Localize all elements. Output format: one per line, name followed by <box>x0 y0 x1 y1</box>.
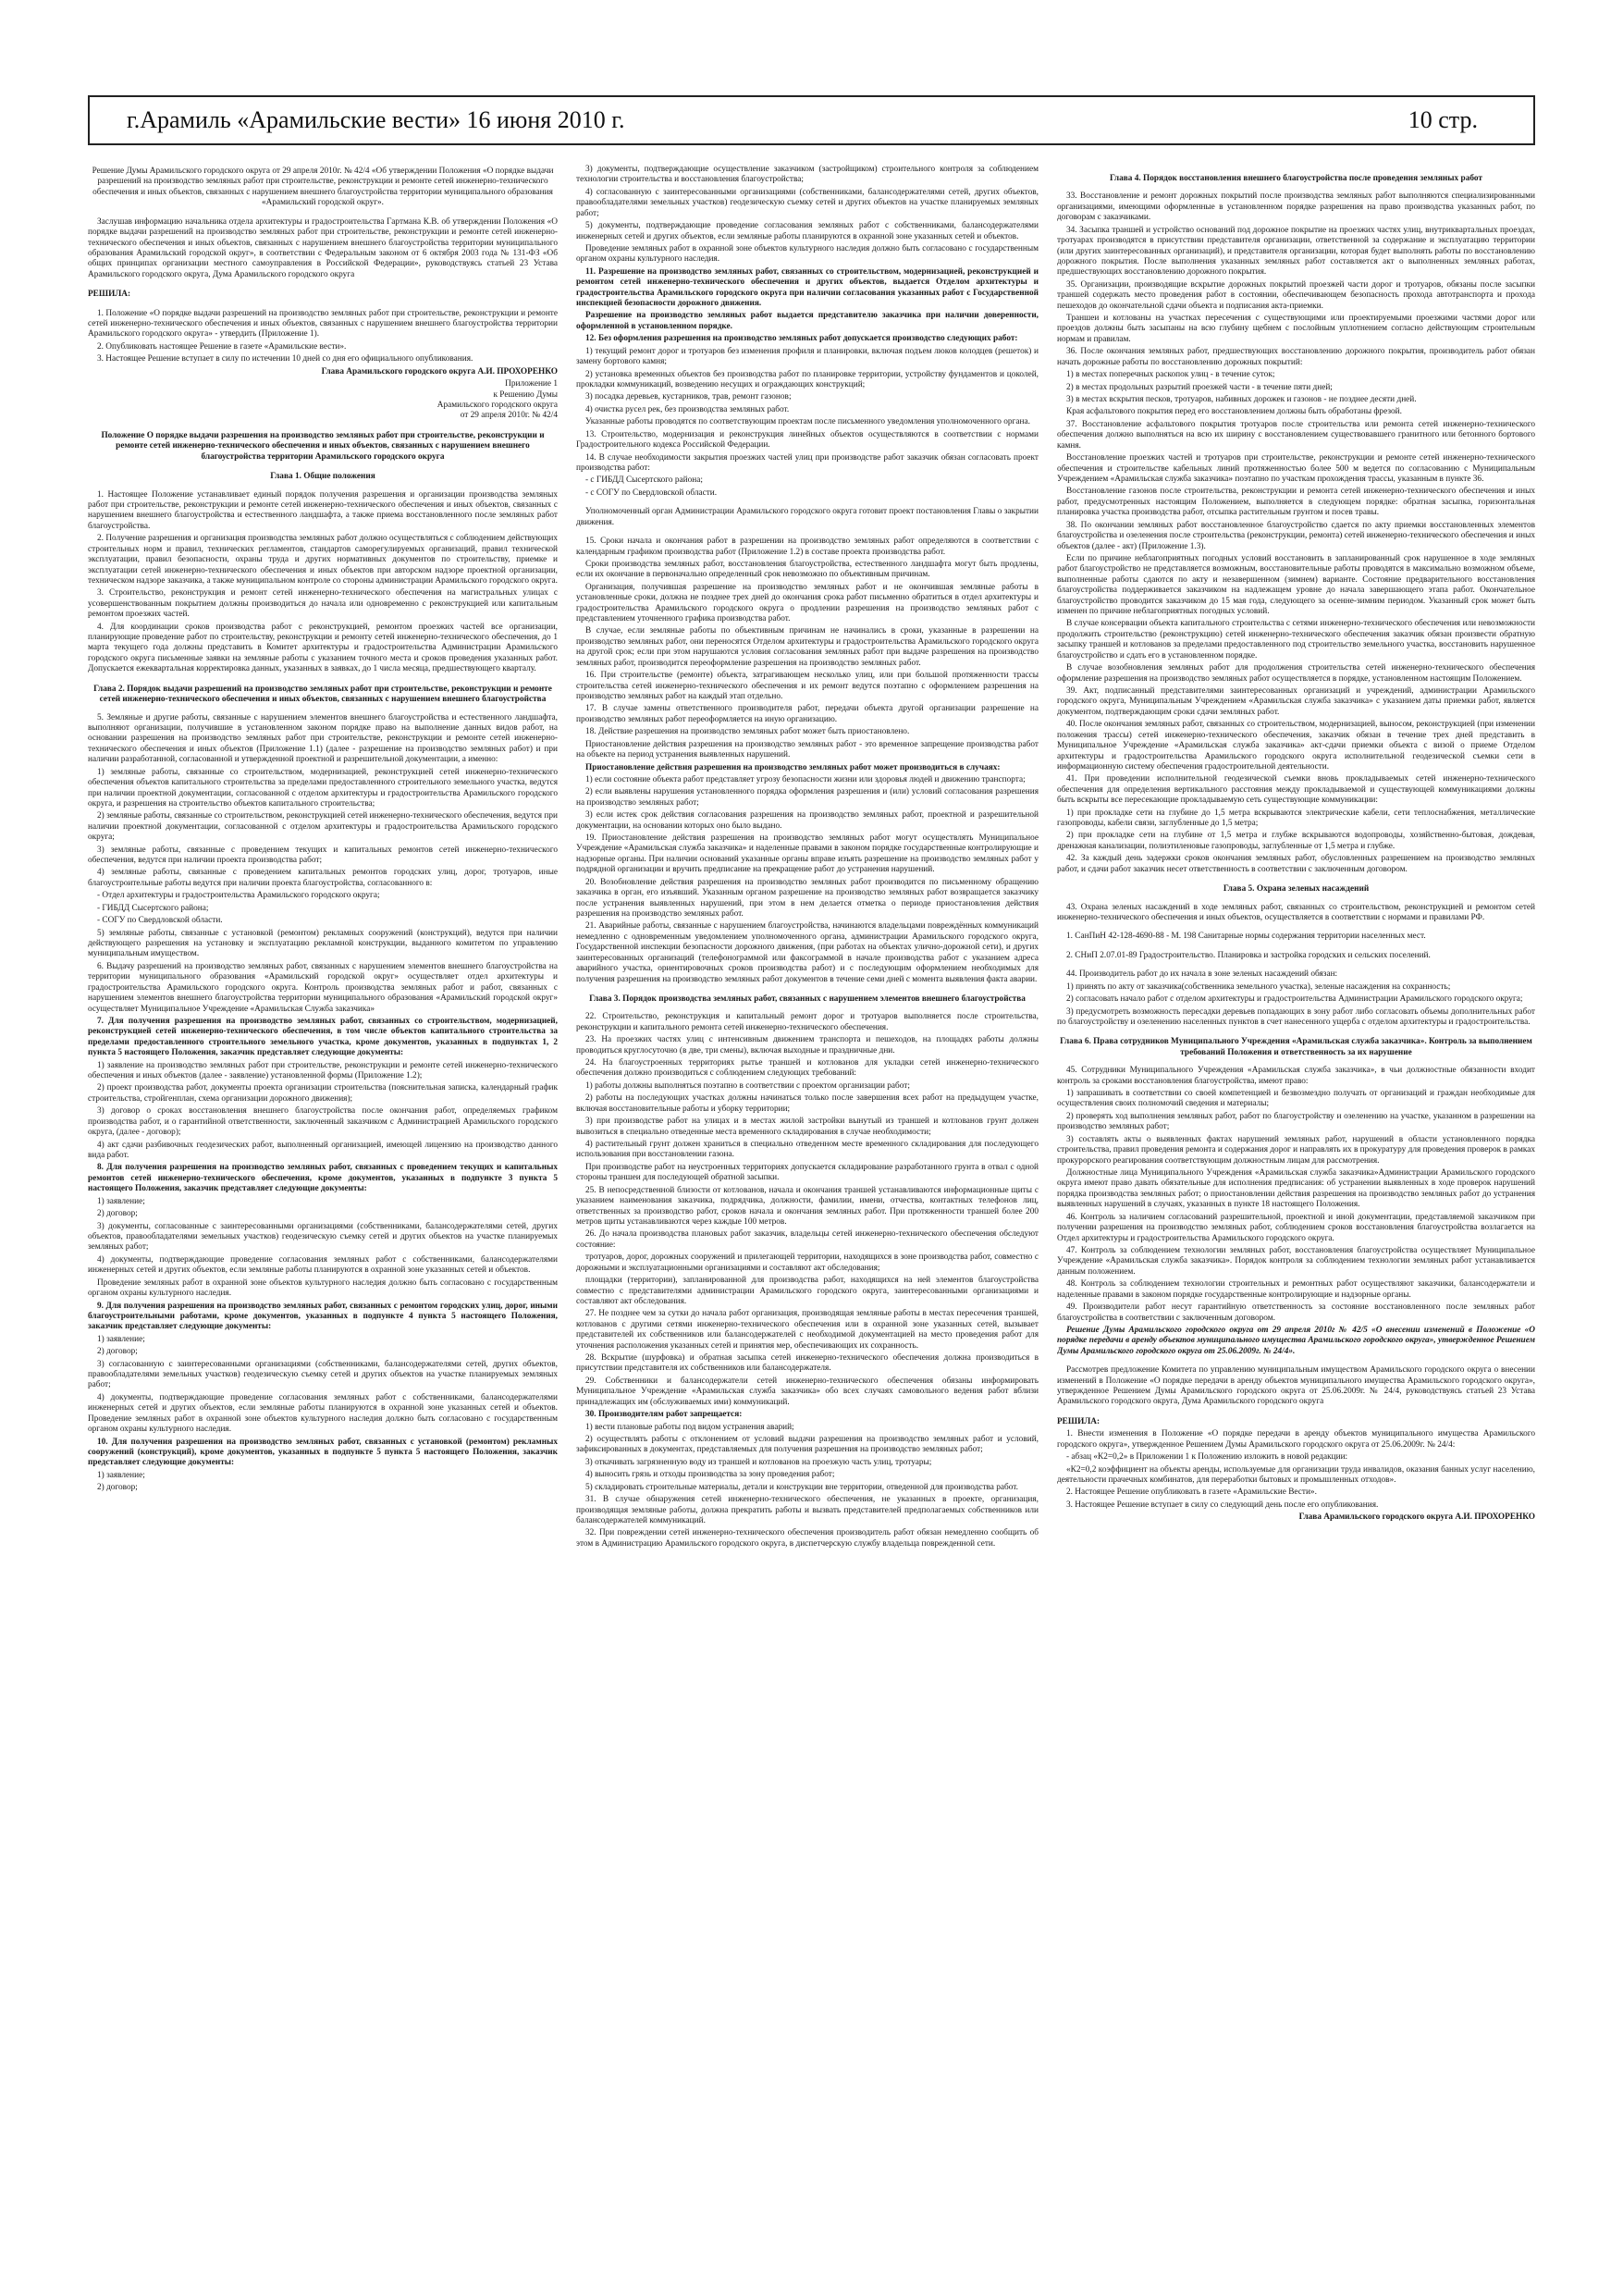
paragraph: 32. При повреждении сетей инженерно-технического обеспечения производитель работ обязан немедленно сообщить об этом в Администрацию Арамильского городского округа, в диспетчерскую службу владельца поврежденной сети. <box>576 1528 1039 1549</box>
paragraph: 14. В случае необходимости закрытия проезжих частей улиц при производстве работ заказчик обязан согласовать проект производства работ: <box>576 452 1039 473</box>
paragraph: 2. Опубликовать настоящее Решение в газете «Арамильские вести». <box>97 341 347 352</box>
paragraph: Проведение земляных работ в охранной зоне объектов культурного наследия должно быть согласовано с государственным органом охраны культурного наследия. <box>88 1278 558 1299</box>
paragraph: 40. После окончания земляных работ, связанных со строительством, модернизацией, выносом, реконструкцией (при изменении положения трассы) сетей инженерно-технического обеспечения, заказчик обязан в течение трех дней представить в Муниципальное Учреждение «Арамильская служба заказчика» акт-сдачи приемки объекта с визой о приеме Отделом архитектуры и градостроительства Арамильского городского округа исполнительной геодезической съемки сети в информационную систему обеспечения градостроительной деятельности. <box>1057 720 1535 772</box>
paragraph: При производстве работ на неустроенных территориях допускается складирование разработанного грунта в отвал с одной стороны траншеи для последующей обратной засыпки. <box>576 1162 1039 1183</box>
paragraph: Края асфальтового покрытия перед его восстановлением должны быть обработаны фрезой. <box>1066 407 1402 417</box>
text-column-3 <box>1057 165 1535 2269</box>
section-heading: Глава 1. Общие положения <box>270 472 375 482</box>
paragraph: - ГИБДД Сысертского района; <box>97 903 209 913</box>
paragraph: 25. В непосредственной близости от котлованов, начала и окончания траншей устанавливаются информационные щиты с указанием наименования заказчика, подрядчика, должности, фамилии, имени, отчества, контактных телефонов лиц, ответственных за производство работ, сроков начала и окончания земляных работ. При протяженности траншей более 200 метров щиты устанавливаются через каждые 100 метров. <box>576 1185 1039 1227</box>
paragraph: 34. Засыпка траншей и устройство оснований под дорожное покрытие на проезжих частях улиц, внутриквартальных проездах, тротуарах производятся в присутствии представителя организации, ответственной за содержание и эксплуатацию территории (или других заинтересованных организаций), и представителя организации, которая будет выполнять работы по восстановлению дорожного покрытия. После выполнения указанных земляных работ составляется акт о выполненных земляных работах, предшествующих восстановлению дорожного покрытия. <box>1057 225 1535 278</box>
paragraph: 2) установка временных объектов без производства работ по планировке территории, устройству фундаментов и цоколей, прокладки коммуникаций, возведению несущих и ограждающих конструкций; <box>576 369 1039 390</box>
paragraph: 3) документы, согласованные с заинтересованными организациями (собственниками, балансодержателями сетей, других объектов, правообладателями земельных участков) геодезическую съемку сетей и других объектов на участке планируемых земляных работ; <box>88 1221 558 1253</box>
paragraph: 5) документы, подтверждающие проведение согласования земляных работ с собственниками, балансодержателями инженерных сетей и других объектов, если земляные работы планируются в охранной зоне указанных сетей и объектов. <box>576 221 1039 241</box>
paragraph: 20. Возобновление действия разрешения на производство земляных работ производится по письменному обращению заказчика в орган, его изъявший. Указанным органом разрешение на производство земляных работ возвращается заказчику после устранения выявленных нарушений, при этом в нем делается отметка о периоде приостановления действия разрешения на производство земляных работ. <box>576 877 1039 919</box>
paragraph: 44. Производитель работ до их начала в зоне зеленых насаждений обязан: <box>1066 969 1338 980</box>
paragraph: 13. Строительство, модернизация и реконструкция линейных объектов осуществляются в соответствии с нормами Градостроительного кодекса Российской Федерации. <box>576 429 1039 451</box>
paragraph: Если по причине неблагоприятных погодных условий восстановить в запланированный срок нарушенное в ходе земляных работ благоустройство не представляется возможным, восстановительные работы проводятся в максимально возможном объеме, выполненные работы сдаются по акту и незавершенном (зимнем) варианте. Состояние предварительного восстановления благоустройства поддерживается заказчиком на надлежащем уровне до начала завершающего этапа работ. Окончательное благоустройство проводится заказчиком до 15 мая года, следующего за осенне-зимним периодом. Указанный срок может быть изменен по причине неблагоприятных погодных условий. <box>1057 553 1535 617</box>
paragraph: 3) откачивать загрязненную воду из траншей и котлованов на проезжую часть улиц, тротуары; <box>585 1457 932 1467</box>
paragraph: Рассмотрев предложение Комитета по управлению муниципальным имуществом Арамильского городского округа о внесении изменений в Положение «О порядке передачи в аренду объектов муниципального имущества Арамильского городского округа», утвержденное Решением Думы Арамильского городского округа от 25.06.2009г. № 24/4, руководствуясь статьей 23 Устава Арамильского городского округа, Дума Арамильского городского округа <box>1057 1365 1535 1407</box>
paragraph: 3) договор о сроках восстановления внешнего благоустройства после окончания работ, определяемых графиком производства работ, и о гарантийной ответственности, заключенный заказчиком с Администрацией Арамильского городского округа, (далее - договор); <box>88 1106 558 1138</box>
paragraph: 1. СанПиН 42-128-4690-88 - М. 198 Санитарные нормы содержания территории населенных мест. <box>1066 932 1426 942</box>
bold-paragraph: 11. Разрешение на производство земляных работ, связанных со строительством, модернизацией, реконструкцией и ремонтом сетей инженерно-технического обеспечения и других объектов, выдается Отделом архитектуры и градостроительства Арамильского городского округа при наличии согласования указанных работ с Государственной инспекцией безопасности дорожного движения. <box>576 266 1039 309</box>
paragraph: В случае консервации объекта капитального строительства с сетями инженерно-технического обеспечения или невозможности продолжить строительство (реконструкцию) сетей инженерно-технического обеспечения заказчик обязан произвести обратную засыпку траншей и котлованов за пределами предоставленного под строительство земельного участка, восстановить нарушенное благоустройство и сдать его в установленном порядке. <box>1057 619 1535 660</box>
paragraph: 47. Контроль за соблюдением технологии земляных работ, восстановления благоустройства осуществляет Муниципальное Учреждение «Арамильская служба заказчика». Порядок контроля за соблюдением технологии земляных работ устанавливается данным положением. <box>1057 1245 1535 1277</box>
paragraph: 1) запрашивать в соответствии со своей компетенцией и безвозмездно получать от организаций и граждан необходимые для осуществления своих полномочий сведения и материалы; <box>1057 1089 1535 1109</box>
paragraph: 39. Акт, подписанный представителями заинтересованных организаций и учреждений, администрации Арамильского городского округа, Муниципальным Учреждением «Арамильская служба заказчика» с указанием даты приемки работ, является документом, подтверждающим сроки сдачи земляных работ. <box>1057 685 1535 717</box>
paragraph: 4) согласованную с заинтересованными организациями (собственниками, балансодержателями сетей, других объектов, правообладателями земельных участков) геодезическую съемку сетей и других объектов на участке планируемых земляных работ; <box>576 187 1039 218</box>
paragraph: 27. Не позднее чем за сутки до начала работ организация, производящая земляные работы в местах пересечения траншей, котлованов с другими сетями инженерно-технического обеспечения или в охранной зоне указанных сетей, вызывает представителей их собственников или балансодержателей с необходимой документацией на место проведения работ для уточнения расположения указанных сетей и принятия мер, обеспечивающих их сохранность. <box>576 1309 1039 1351</box>
paragraph: 3. Настоящее Решение вступает в силу по истечении 10 дней со дня его официального опубликования. <box>97 354 473 364</box>
paragraph: Должностные лица Муниципального Учреждения «Арамильская служба заказчика»Администрации Арамильского городского округа имеют право давать обязательные для исполнения предписания: об устранении выявленных в ходе проверок нарушений порядка производства земляных работ; о приостановлении действия разрешения на производство земляных работ до устранения выявленных нарушений в случаях, указанных в пункте 18 настоящего Положения. <box>1057 1168 1535 1210</box>
paragraph: 2. Получение разрешения и организация производства земляных работ должно осуществляться с соблюдением действующих строительных норм и правил, технических регламентов, стандартов саморегулируемых организаций, правил технической эксплуатации, правил безопасности, охраны труда и других нормативных документов по строительству, приемке и эксплуатации сетей инженерно-технического обеспечения и иных объектов при авторском надзоре проектной организации, техническом надзоре заказчика, а также муниципальном контроле со стороны администрации Арамильского городского округа. <box>88 534 558 586</box>
paragraph: 3) согласованную с заинтересованными организациями (собственниками, балансодержателями сетей, других объектов, правообладателями земельных участков) геодезическую съемку сетей и других объектов на участке планируемых земляных работ; <box>88 1359 558 1390</box>
paragraph: 23. На проезжих частях улиц с интенсивным движением транспорта и пешеходов, на площадях работы должны проводиться круглосуточно (в две, три смены), включая выходные и праздничные дни. <box>576 1035 1039 1055</box>
paragraph: 2. СНиП 2.07.01-89 Градостроительство. Планировка и застройка городских и сельских поселений. <box>1066 950 1431 960</box>
paragraph: 45. Сотрудники Муниципального Учреждения «Арамильская служба заказчика», в чьи должностные обязанности входит контроль за сроками восстановления благоустройства, имеют право: <box>1057 1066 1535 1086</box>
bold-paragraph: 9. Для получения разрешения на производство земляных работ, связанных с ремонтом городских улиц, дорог, иными благоустроительными работами, кроме документов, указанных в подпункте 4 пункта 5 настоящего Положения, заказчик представляет следующие документы: <box>88 1301 558 1332</box>
paragraph: 2) при прокладке сети на глубине от 1,5 метра и глубже вскрываются водопроводы, хозяйственно-бытовая, дождевая, дренажная канализации, полиэтиленовые газопроводы, заглубленные от 1,5 метра и глубже. <box>1057 831 1535 851</box>
paragraph: 19. Приостановление действия разрешения на производство земляных работ могут осуществлять Муниципальное Учреждение «Арамильская служба заказчика» и наделенные правами в законом порядке государственные контролирующие и надзорные органы. При наличии оснований указанные органы вправе изъять разрешение на производство земляных работ у подрядной организации и вручить предписание на прекращение работ до устранения нарушений. <box>576 833 1039 875</box>
paragraph: 2) договор; <box>97 1209 138 1219</box>
paragraph: 36. После окончания земляных работ, предшествующих восстановлению дорожного покрытия, производитель работ обязан начать дорожные работы по восстановлению дорожных покрытий: <box>1057 347 1535 367</box>
paragraph: Восстановление газонов после строительства, реконструкции и ремонта сетей инженерно-технического обеспечения и иных работ, предусмотренных настоящим Положением, выполняется в следующем порядке: обратная засыпка, горизонтальная планировка участка производства работ, отсыпка растительным грунтом и посев травы. <box>1057 487 1535 518</box>
bold-paragraph: 30. Производителям работ запрещается: <box>585 1410 743 1420</box>
paragraph: 33. Восстановление и ремонт дорожных покрытий после производства земляных работ выполняются специализированными организациями, имеющими оформленные в установленном порядке разрешения на право производства указанных работ, по договорам с заказчиками. <box>1057 191 1535 223</box>
paragraph: Проведение земляных работ в охранной зоне объектов культурного наследия должно быть согласовано с государственным органом охраны культурного наследия. <box>576 243 1039 265</box>
paragraph: 1. Настоящее Положение устанавливает единый порядок получения разрешения и организации производства земляных работ при строительстве, реконструкции и ремонте сетей инженерно-технического обеспечения и иных объектов, связанных с нарушением внешнего благоустройства и естественного ландшафта, а также приема восстановленного после земляных работ благоустройства. <box>88 489 558 531</box>
paragraph: 24. На благоустроенных территориях рытье траншей и котлованов для укладки сетей инженерно-технического обеспечения должно производиться с соблюдением следующих требований: <box>576 1058 1039 1079</box>
paragraph: 1) текущий ремонт дорог и тротуаров без изменения профиля и планировки, включая подъем люков колодцев (решеток) и замену бортового камня; <box>576 346 1039 367</box>
paragraph: 2) если выявлены нарушения установленного порядка оформления разрешения и (или) условий согласования разрешения на производство земляных работ; <box>576 787 1039 808</box>
paragraph: В случае, если земляные работы по объективным причинам не начинались в сроки, указанные в разрешении на производство земляных работ, они переносятся Отделом архитектуры и градостроительства Арамильского городского округа на другой срок; если при этом нарушаются условия согласования земляных работ при выдаче разрешения на производство земляных работ, производится переоформление разрешения на производство земляных работ. <box>576 626 1039 668</box>
paragraph: 22. Строительство, реконструкция и капитальный ремонт дорог и тротуаров выполняется после строительства, реконструкции и капитального ремонта сетей инженерно-технического обеспечения. <box>576 1012 1039 1032</box>
paragraph: 3) при производстве работ на улицах и в местах жилой застройки вынутый из траншей и котлованов грунт должен вывозиться в специально отведенные места временного складирования в случае необходимости; <box>576 1117 1039 1137</box>
paragraph: 2) договор; <box>97 1483 138 1493</box>
paragraph: 16. При строительстве (ремонте) объекта, затрагивающем несколько улиц, или при большой протяженности трассы строительства сетей инженерно-технического обеспечения и их ремонт ведутся поэтапно с оформлением разрешения на производство земляных работ на каждый этап отдельно. <box>576 671 1039 701</box>
paragraph: 1) при прокладке сети на глубине до 1,5 метра вскрываются электрические кабели, сети теплоснабжения, металлические газопроводы, кабели связи, заглубленные до 1,5 метра; <box>1057 808 1535 829</box>
paragraph: 1) заявление; <box>97 1334 145 1344</box>
paragraph: 1. Положение «О порядке выдачи разрешений на производство земляных работ при строительстве, реконструкции и ремонте сетей инженерно-технического обеспечения и иных объектов, связанных с нарушением внешнего благоустройства территории Арамильского городского округа» - утвердить (Приложение 1). <box>88 308 558 339</box>
paragraph: 4) акт сдачи разбивочных геодезических работ, выполненный организацией, имеющей лицензию на производство данного вида работ. <box>88 1140 558 1161</box>
appendix-note: Приложение 1 <box>505 379 558 389</box>
paragraph: 3. Строительство, реконструкция и ремонт сетей инженерно-технического обеспечения на магистральных улицах с усовершенствованным покрытием должны производиться до начала или одновременно с реконструкцией или капитальным ремонтом проезжих частей. <box>88 588 558 620</box>
paragraph: Уполномоченный орган Администрации Арамильского городского округа готовит проект постановления Главы о закрытии движения. <box>576 507 1039 527</box>
signature-line: Глава Арамильского городского округа А.И. ПРОХОРЕНКО <box>321 366 558 376</box>
paragraph: 2. Настоящее Решение опубликовать в газете «Арамильские Вести». <box>1066 1487 1317 1498</box>
resolution-title: Решение Думы Арамильского городского округа от 29 апреля 2010г № 42/5 «О внесении изменений в Положение «О порядке передачи в аренду объектов муниципального имущества Арамильского городского округа», утвержденное Решением Думы Арамильского городского округа от 25.06.2009г. № 24/4». <box>1057 1325 1535 1356</box>
paragraph: площадки (территории), запланированной для производства работ, находящихся на ней элементов благоустройства совместно с представителями администрации Арамильского городского округа, заинтересованными организациями и составляют акт обследования. <box>576 1276 1039 1306</box>
paragraph: 21. Аварийные работы, связанные с нарушением благоустройства, начинаются владельцами повреждённых коммуникаций немедленно с одновременным уведомлением уполномоченного органа, администрации Арамильского городского округа, Государственной инспекции безопасности дорожного движения, (при работах на объектах улично-дорожной сети), и других заинтересованных организаций (телефонограммой или факсограммой в начале производства работ с указанием адреса аварийного участка, ориентировочных сроков производства работ) и с последующим оформлением необходимых для получения разрешения на производство земляных работ документов в течение семи дней с момента выявления факта аварии. <box>576 921 1039 984</box>
bold-paragraph: 8. Для получения разрешения на производство земляных работ, связанных с проведением текущих и капитальных ремонтов сетей инженерно-технического обеспечения, кроме документов, указанных в подпункте 3 пункта 5 настоящего Положения, заказчик представляет следующие документы: <box>88 1163 558 1194</box>
paragraph: 2) проект производства работ, документы проекта организации строительства (пояснительная записка, календарный график строительства, стройгенплан, схема организации дорожного движения); <box>88 1083 558 1104</box>
paragraph: Приостановление действия разрешения на производство земляных работ - это временное запрещение производства работ на объекте на период устранения выявленных нарушений. <box>576 739 1039 760</box>
bold-paragraph: 10. Для получения разрешения на производство земляных работ, связанных с установкой (ремонтом) рекламных сооружений (конструкций), кроме документов, указанных в подпункте 5 пункта 5 настоящего Положения, заказчик представляет следующие документы: <box>88 1437 558 1468</box>
section-heading: Положение О порядке выдачи разрешения на производство земляных работ при строительстве, реконструкции и ремонте сетей инженерно-технического обеспечения и иных объектов, связанных с нарушением внешнего благоустройства территории Арамильского городского округа <box>101 430 545 462</box>
paragraph: 1) работы должны выполняться поэтапно в соответствии с проектом организации работ; <box>585 1080 910 1091</box>
paragraph: 5) складировать строительные материалы, детали и конструкции вне территории, отведенной для производства работ. <box>585 1482 1018 1492</box>
signature-line: Глава Арамильского городского округа А.И. ПРОХОРЕНКО <box>1298 1512 1535 1523</box>
paragraph: 18. Действие разрешения на производство земляных работ может быть приостановлено. <box>585 727 910 737</box>
paragraph: 43. Охрана зеленых насаждений в ходе земляных работ, связанных со строительством, реконструкцией и ремонтом сетей инженерно-технического обеспечения и иных объектов, осуществляется в соответствии с нормами и правилами РФ. <box>1057 902 1535 922</box>
paragraph: 2) договор; <box>97 1347 138 1357</box>
paragraph: - с ГИБДД Сысертского района; <box>585 475 703 486</box>
paragraph: 46. Контроль за наличием согласований разрешительной, проектной и иной документации, представляемой заказчиком при получении разрешения на производство земляных работ, соблюдением сроков восстановления благоустройства возлагается на Отдел архитектуры и градостроительства Арамильского городского округа. <box>1057 1212 1535 1243</box>
paragraph: 3) если истек срок действия согласования разрешения на производство земляных работ, проектной и разрешительной документации, на основании которых оно было выдано. <box>576 810 1039 831</box>
paragraph: 1) в местах поперечных раскопок улиц - в течение суток; <box>1066 370 1275 380</box>
section-heading: Глава 4. Порядок восстановления внешнего благоустройства после проведения земляных работ <box>1110 174 1482 183</box>
bold-paragraph: 12. Без оформления разрешения на производство земляных работ допускается производство следующих работ: <box>585 334 1018 344</box>
paragraph: «К2=0,2 коэффициент на объекты аренды, используемые для организации труда инвалидов, оказания банных услуг населению, деятельности прачечных комбинатов, для переработки бытовых и промышленных отходов». <box>1057 1464 1535 1485</box>
paragraph: 3) земляные работы, связанные с проведением текущих и капитальных ремонтов сетей инженерно-технического обеспечения, ведутся при наличии проекта производства работ; <box>88 845 558 866</box>
paragraph: 2) земляные работы, связанные со строительством, реконструкцией сетей инженерно-технического обеспечения, ведутся при наличии проектной документации, согласованной с отделом архитектуры и градостроительства Арамильского городского округа; <box>88 811 558 843</box>
masthead-title: г.Арамиль «Арамильские вести» 16 июня 2010 г. <box>127 106 625 133</box>
section-heading: Глава 2. Порядок выдачи разрешений на производство земляных работ при строительстве, реконструкции и ремонте сетей инженерно-технического обеспечения и иных объектов, связанных с нарушением внешнего благоустройства <box>93 684 552 705</box>
paragraph: 1. Внести изменения в Положение «О порядке передачи в аренду объектов муниципального имущества Арамильского городского округа», утвержденное Решением Думы Арамильского городского округа от 25.06.2009г. № 24/4: <box>1057 1429 1535 1450</box>
paragraph: 1) вести плановые работы под видом устранения аварий; <box>585 1422 794 1432</box>
appendix-note: от 29 апреля 2010г. № 42/4 <box>460 411 558 421</box>
paragraph: 17. В случае замены ответственного производителя работ, передачи объекта другой организации разрешение на производство земляных работ переоформляется на иную организацию. <box>576 704 1039 724</box>
paragraph: 48. Контроль за соблюдением технологии строительных и ремонтных работ осуществляют заказчики, балансодержатели и наделенные правами в законом порядке государственные контролирующие и надзорные органы. <box>1057 1279 1535 1300</box>
decision-label: РЕШИЛА: <box>1057 1416 1100 1426</box>
section-heading: Глава 6. Права сотрудников Муниципального Учреждения «Арамильская служба заказчика». Контроль за выполнением требований Положения и ответственность за их нарушение <box>1060 1037 1532 1057</box>
paragraph: 2) осуществлять работы с отклонением от условий выдачи разрешения на производство земляных работ и условий, зафиксированных в документах, представляемых для получения разрешения на производство земляных работ; <box>576 1434 1039 1455</box>
paragraph: 1) заявление; <box>97 1196 145 1206</box>
paragraph: 5. Земляные и другие работы, связанные с нарушением элементов внешнего благоустройства и естественного ландшафта, выполняют организации, получившие в установленном законом порядке право на выполнение данных видов работ, на основании разрешения на производство земляных работ при строительстве, реконструкции и ремонте сетей инженерно-технического обеспечения и иных объектов (Приложение 1.1) (далее - разрешение на производство земляных работ) и при наличии разработанной, согласованной и утвержденной проектной и разрешительной документации, а именно: <box>88 712 558 765</box>
paragraph: 1) принять по акту от заказчика(собственника земельного участка), зеленые насаждения на сохранность; <box>1066 981 1451 992</box>
paragraph: 31. В случае обнаружения сетей инженерно-технического обеспечения, не указанных в проекте, организация, производящая земляные работы, должна прекратить работы и вызвать представителей предполагаемых собственников или балансодержателей коммуникаций. <box>576 1495 1039 1525</box>
paragraph: Заслушав информацию начальника отдела архитектуры и градостроительства Гартмана К.В. об утверждении Положения «О порядке выдачи разрешений на производство земляных работ при строительстве, реконструкции и ремонте сетей инженерно-технического обеспечения и иных объектов, связанных с нарушением внешнего благоустройства территории муниципального образования Арамильский городской округ», в соответствии с Федеральным законом от 6 октября 2003 года № 131-ФЗ «Об общих принципах организации местного самоуправления в Российской Федерации», руководствуясь статьей 23 Устава Арамильского городского округа, Дума Арамильского городского округа <box>88 216 558 279</box>
paragraph: 15. Сроки начала и окончания работ в разрешении на производство земляных работ определяются в соответствии с календарным графиком производства работ (Приложение 1.2) в составе проекта производства работ. <box>576 537 1039 557</box>
paragraph: 4) земляные работы, связанные с проведением капитальных ремонтов городских улиц, дорог, тротуаров, иные благоустроительные работы ведутся при наличии проекта благоустройства, согласованного в: <box>88 868 558 888</box>
paragraph: 3) предусмотреть возможность пересадки деревьев попадающих в зону работ либо согласовать объемы дополнительных работ по благоустройству и озеленению населенных пунктов в счет нанесенного ущерба с отделом архитектуры и градостроительства. <box>1057 1006 1535 1027</box>
paragraph: 5) земляные работы, связанные с установкой (ремонтом) рекламных сооружений (конструкций), ведутся при наличии действующего разрешения на установку и эксплуатацию рекламной конструкции, выданного комитетом по управлению муниципальным имуществом. <box>88 928 558 959</box>
paragraph: 4. Для координации сроков производства работ с реконструкцией, ремонтом проезжих частей все организации, планирующие проведение работ по строительству, реконструкции и ремонту сетей инженерно-технического обеспечения, до 1 марта текущего года должны представить в Комитет архитектуры и градостроительства Администрации Арамильского городского округа письменные заявки на земляные работы с указанием точного места и сроков проведения указанных работ. Допускается ежеквартальная корректировка данных, указанных в заявках, до 1 числа месяца, предшествующего кварталу. <box>88 622 558 674</box>
paragraph: Восстановление проезжих частей и тротуаров при строительстве, реконструкции и ремонте сетей инженерно-технического обеспечения и строительстве кабельных линий протяженностью более 500 м ведется по согласованию с Муниципальным Учреждением «Арамильская служба заказчика» поэтапно по участкам прохождения трассы, указанным в пункте 36. <box>1057 453 1535 484</box>
paragraph: 35. Организации, производящие вскрытие дорожных покрытий проезжей части дорог и тротуаров, обязаны после засыпки траншей содержать место проведения работ в состоянии, обеспечивающем безопасность прохода автотранспорта и прохода пешеходов до окончательной сдачи объекта и подписания акта-приемки. <box>1057 279 1535 311</box>
paragraph: 29. Собственники и балансодержатели сетей инженерно-технического обеспечения обязаны информировать Муниципальное Учреждение «Арамильская служба заказчика» обо всех случаях самовольного ведения работ вблизи принадлежащих им (обслуживаемых ими) коммуникаций. <box>576 1376 1039 1407</box>
bold-paragraph: Приостановление действия разрешения на производство земляных работ может производиться в случаях: <box>585 762 1001 772</box>
paragraph: 4) документы, подтверждающие проведение согласования земляных работ с собственниками, балансодержателями инженерных сетей и других объектов, если земляные работы планируются в охранной зоне указанных сетей и объектов. Проведение земляных работ в охранной зоне объектов культурного наследия должно быть согласовано с государственным органом охраны культурного наследия. <box>88 1392 558 1435</box>
paragraph: 37. Восстановление асфальтового покрытия тротуаров после строительства или ремонта сетей инженерно-технического обеспечения должно выполняться на всю их ширину с восстановлением существовавшего гранитного или бетонного бортового камня. <box>1057 419 1535 451</box>
paragraph: Сроки производства земляных работ, восстановления благоустройства, естественного ландшафта могут быть продлены, если их окончание в первоначально определенный срок невозможно по объективным причинам. <box>576 559 1039 580</box>
paragraph: 3) документы, подтверждающие осуществление заказчиком (застройщиком) строительного контроля за соблюдением технологии строительства и восстановления благоустройства; <box>576 165 1039 185</box>
section-heading: Глава 5. Охрана зеленых насаждений <box>1223 884 1370 895</box>
paragraph: 28. Вскрытие (шурфовка) и обратная засыпка сетей инженерно-технического обеспечения должна производиться в присутствии представителя их собственников или балансодержателя. <box>576 1353 1039 1374</box>
paragraph: В случае возобновления земляных работ для продолжения строительства сетей инженерно-технического обеспечения оформление разрешения на производство земляных работ осуществляется в порядке, установленном настоящим Положением. <box>1057 663 1535 684</box>
paragraph: 42. За каждый день задержки сроков окончания земляных работ, обусловленных разрешением на производство земляных работ, и сдачи работ заказчик несет ответственность в соответствии с заключенным договором. <box>1057 854 1535 874</box>
paragraph: - Отдел архитектуры и градостроительства Арамильского городского округа; <box>97 891 380 901</box>
paragraph: 1) заявление; <box>97 1470 145 1480</box>
paragraph: 3) посадка деревьев, кустарников, трав, ремонт газонов; <box>585 392 792 402</box>
paragraph: 26. До начала производства плановых работ заказчик, владельцы сетей инженерно-технического обеспечения обследуют состояние: <box>576 1229 1039 1250</box>
paragraph: 4) растительный грунт должен храниться в специально отведенном месте временного складирования для последующего использования при восстановлении газона. <box>576 1140 1039 1160</box>
page-number: 10 стр. <box>1408 106 1478 133</box>
paragraph: 1) заявление на производство земляных работ при строительстве, реконструкции и ремонте сетей инженерно-технического обеспечения и иных объектов (далее - заявление) установленной формы (Приложение 1.2); <box>88 1060 558 1081</box>
paragraph: 6. Выдачу разрешений на производство земляных работ, связанных с нарушением элементов внешнего благоустройства на территории муниципального образования «Арамильский городской округ» осуществляет отдел архитектуры и градостроительства Арамильского городского округа. Контроль производства земляных работ и работ, связанных с нарушением элементов внешнего благоустройства территории муниципального образования «Арамильский городской округ» осуществляет Муниципальное Учреждение «Арамильская Служба заказчика» <box>88 961 558 1014</box>
bold-paragraph: Разрешение на производство земляных работ выдается представителю заказчика при наличии доверенности, оформленной в установленном порядке. <box>576 311 1039 331</box>
paragraph: 41. При проведении исполнительной геодезической съемки вновь прокладываемых сетей инженерно-технического обеспечения для определения вертикального расстояния между прокладываемой и существующей коммуникациями должны быть вскрыты все пересекающие прокладываемую сеть существующие коммуникации: <box>1057 774 1535 806</box>
paragraph: - абзац «К2=0,2» в Приложении 1 к Положению изложить в новой редакции: <box>1066 1452 1348 1463</box>
paragraph: 3) в местах вскрытия песков, тротуаров, набивных дорожек и газонов - не позднее десяти дней. <box>1066 395 1417 405</box>
paragraph: Указанные работы проводятся по соответствующим проектам после письменного уведомления уполномоченного органа. <box>585 417 1030 427</box>
paragraph: - СОГУ по Свердловской области. <box>97 916 223 926</box>
paragraph: 2) согласовать начало работ с отделом архитектуры и градостроительства Администрации Арамильского городского округа; <box>1066 994 1523 1005</box>
paragraph: 1) если состояние объекта работ представляет угрозу безопасности жизни или здоровья людей и движению транспорта; <box>585 774 1026 784</box>
text-column-1 <box>88 165 558 2269</box>
paragraph: тротуаров, дорог, дорожных сооружений и прилегающей территории, находящихся в зоне производства работ, совместно с дорожными и эксплуатационными организациями и составляют акт обследования; <box>576 1253 1039 1273</box>
paragraph: 4) документы, подтверждающие проведение согласования земляных работ с собственниками, балансодержателями инженерных сетей и других объектов, если земляные работы планируются в охранной зоне указанных сетей и объектов. <box>88 1254 558 1276</box>
document-heading: Решение Думы Арамильского городского округа от 29 апреля 2010г. № 42/4 «Об утверждении Положения «О порядке выдачи разрешений на производство земляных работ при строительстве, реконструкции и ремонте сетей инженерно-технического обеспечения и иных объектов, связанных с нарушением внешнего благоустройства территории муниципального образования «Арамильский городской округ». <box>92 167 554 208</box>
paragraph: 2) проверять ход выполнения земляных работ, работ по благоустройству и озеленению на участке, указанном в разрешении на производство земляных работ; <box>1057 1111 1535 1132</box>
appendix-note: Арамильского городского округа <box>436 401 558 411</box>
appendix-note: к Решению Думы <box>493 389 558 400</box>
paragraph: Организация, получившая разрешение на производство земляных работ и не окончившая земляные работы в установленные сроки, должна не позднее трех дней до окончания срока работ письменно обратиться в отдел архитектуры и градостроительства Арамильского городского округа о продлении разрешения на производство земляных работ с представлением уточненного графика производства работ. <box>576 582 1039 624</box>
paragraph: 1) земляные работы, связанные со строительством, модернизацией, реконструкцией сетей инженерно-технического обеспечения объектов капитального строительства за пределами предоставленного строительного земельного участка, ведутся при наличии проектной документации, согласованной с отделом архитектуры и градостроительства Арамильского городского округа, и разрешения на строительство объектов капитального строительства; <box>88 767 558 809</box>
bold-paragraph: 7. Для получения разрешения на производство земляных работ, связанных со строительством, модернизацией, реконструкцией сетей инженерно-технического обеспечения, в том числе объектов капитального строительства за пределами предоставленного строительного земельного участка, кроме документов, указанных в подпунктах 1, 2 пункта 5 настоящего Положения, заказчик представляет следующие документы: <box>88 1016 558 1058</box>
masthead <box>88 95 1535 145</box>
paragraph: 2) работы на последующих участках должны начинаться только после завершения всех работ на предыдущем участке, включая восстановительные работы и уборку территории; <box>576 1093 1039 1114</box>
paragraph: 4) очистка русел рек, без производства земляных работ. <box>585 404 790 414</box>
paragraph: 3. Настоящее Решение вступает в силу со следующий день после его опубликования. <box>1066 1500 1379 1510</box>
paragraph: - с СОГУ по Свердловской области. <box>585 488 718 498</box>
paragraph: 4) выносить грязь и отходы производства за зону проведения работ; <box>585 1470 835 1480</box>
paragraph: Траншеи и котлованы на участках пересечения с существующими или проектируемыми проезжими частями дорог или проездов должны быть засыпаны на всю глубину щебнем с послойным уплотнением согласно действующим строительным нормам и правилам. <box>1057 314 1535 344</box>
section-heading: Глава 3. Порядок производства земляных работ, связанных с нарушением элементов внешнего благоустройства <box>589 994 1026 1004</box>
paragraph: 2) в местах продольных разрытий проезжей части - в течение пяти дней; <box>1066 382 1333 392</box>
decision-label: РЕШИЛА: <box>88 290 131 300</box>
paragraph: 38. По окончании земляных работ восстановленное благоустройство сдается по акту приемки восстановленных элементов благоустройства и озеленения после строительства (реконструкции, ремонта) сетей инженерно-технического обеспечения и иных объектов (далее - акт) (Приложение 1.3). <box>1057 520 1535 551</box>
paragraph: 49. Производители работ несут гарантийную ответственность за состояние восстановленного после земляных работ благоустройства в соответствии с заключенным договором. <box>1057 1302 1535 1323</box>
paragraph: 3) составлять акты о выявленных фактах нарушений земляных работ, нарушений в области установленного порядка строительства, правил проведения ремонта и содержания дорог и направлять их в прокуратуру для проведения проверок в рамках прокурорского реагирования соответствующим должностным лицам для рассмотрения. <box>1057 1134 1535 1166</box>
text-column-2 <box>576 165 1039 2269</box>
